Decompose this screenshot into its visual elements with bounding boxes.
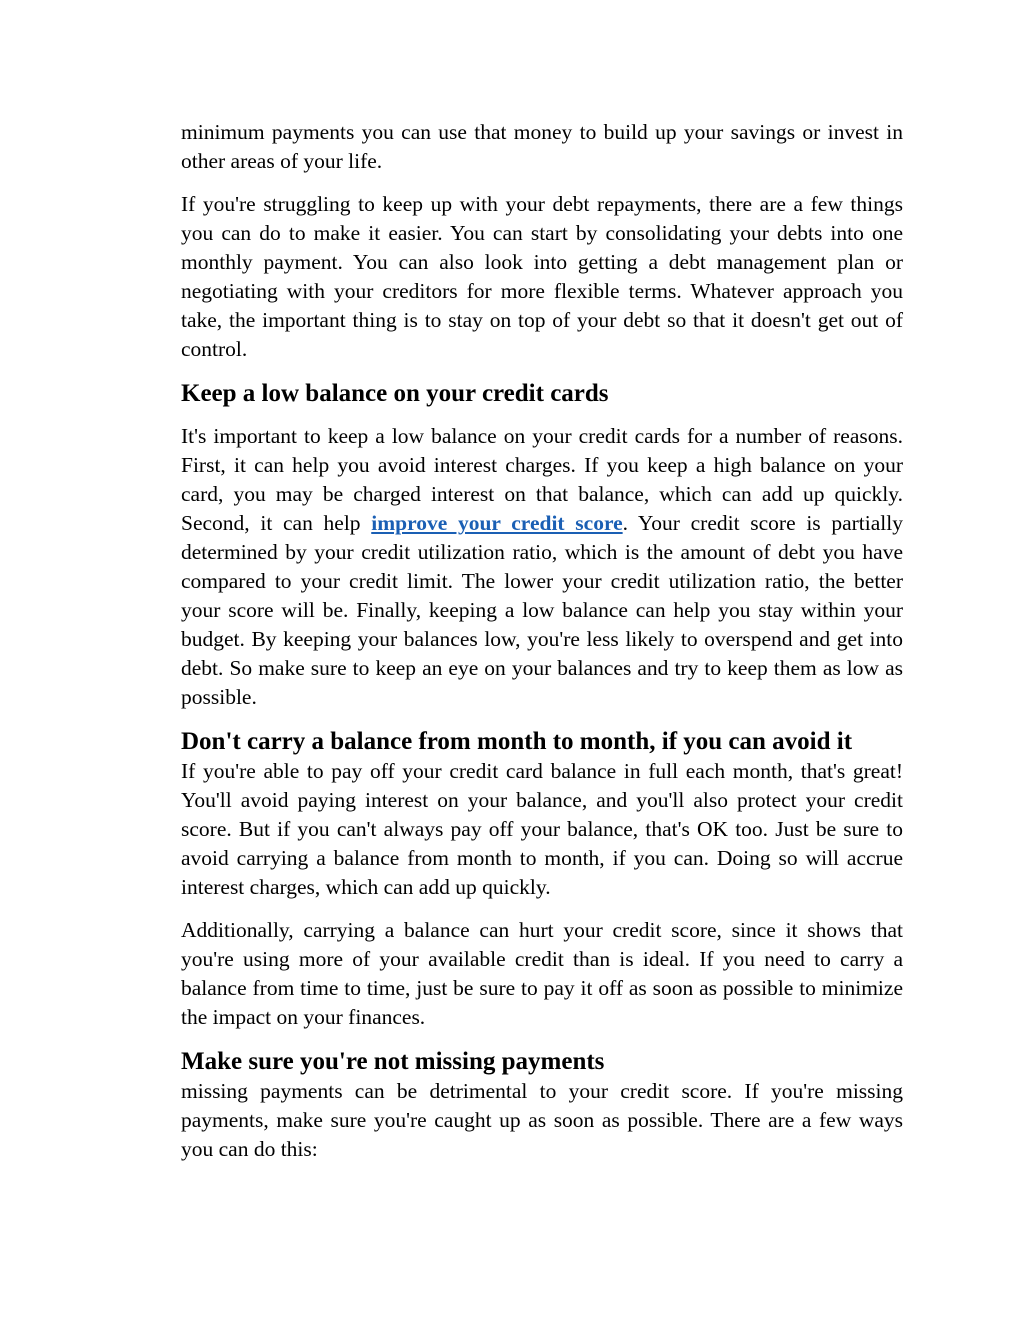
heading-low-balance: Keep a low balance on your credit cards xyxy=(181,380,609,407)
paragraph-low-balance-part1: It's important to keep a low balance on your credit cards for a number of reasons. First, it can help you avoid interest charges. If you keep a high balance on your card, you may be charged interest on that balance, which can add up quickly. Second, it can help xyxy=(181,424,903,535)
paragraph-intro: minimum payments you can use that money to build up your savings or invest in other areas of your life. xyxy=(181,120,903,173)
paragraph-additionally: Additionally, carrying a balance can hurt your credit score, since it shows that you're using more of your available credit than is ideal. If you need to carry a balance from time to time, just be sure to pay it off as soon as possible to minimize the impact on your finances. xyxy=(181,918,903,1029)
paragraph-low-balance xyxy=(181,422,903,712)
paragraph-debt-repayments: If you're struggling to keep up with your debt repayments, there are a few things you can do to make it easier. You can start by consolidating your debts into one monthly payment. You can also look into getting a debt management plan or negotiating with your creditors for more flexible terms. Whatever approach you take, the important thing is to stay on top of your debt so that it doesn't get out of control. xyxy=(181,192,903,361)
heading-carry-balance: Don't carry a balance from month to month, if you can avoid it xyxy=(181,728,853,755)
heading-missing-payments: Make sure you're not missing payments xyxy=(181,1048,605,1075)
paragraph-carry-balance: If you're able to pay off your credit card balance in full each month, that's great! You'll avoid paying interest on your balance, and you'll also protect your credit score. But if you can't always pay off your balance, that's OK too. Just be sure to avoid carrying a balance from month to month, if you can. Doing so will accrue interest charges, which can add up quickly. xyxy=(181,759,903,899)
document-page xyxy=(181,118,903,1164)
paragraph-missing-payments: missing payments can be detrimental to your credit score. If you're missing payments, make sure you're caught up as soon as possible. There are a few ways you can do this: xyxy=(181,1079,903,1161)
improve-credit-score-link[interactable]: improve your credit score xyxy=(371,511,623,535)
paragraph-low-balance-part2: . Your credit score is partially determined by your credit utilization ratio, which is the amount of debt you have compared to your credit limit. The lower your credit utilization ratio, the better your score will be. Finally, keeping a low balance can help you stay within your budget. By keeping your balances low, you're less likely to overspend and get into debt. So make sure to keep an eye on your balances and try to keep them as low as possible. xyxy=(181,511,903,709)
